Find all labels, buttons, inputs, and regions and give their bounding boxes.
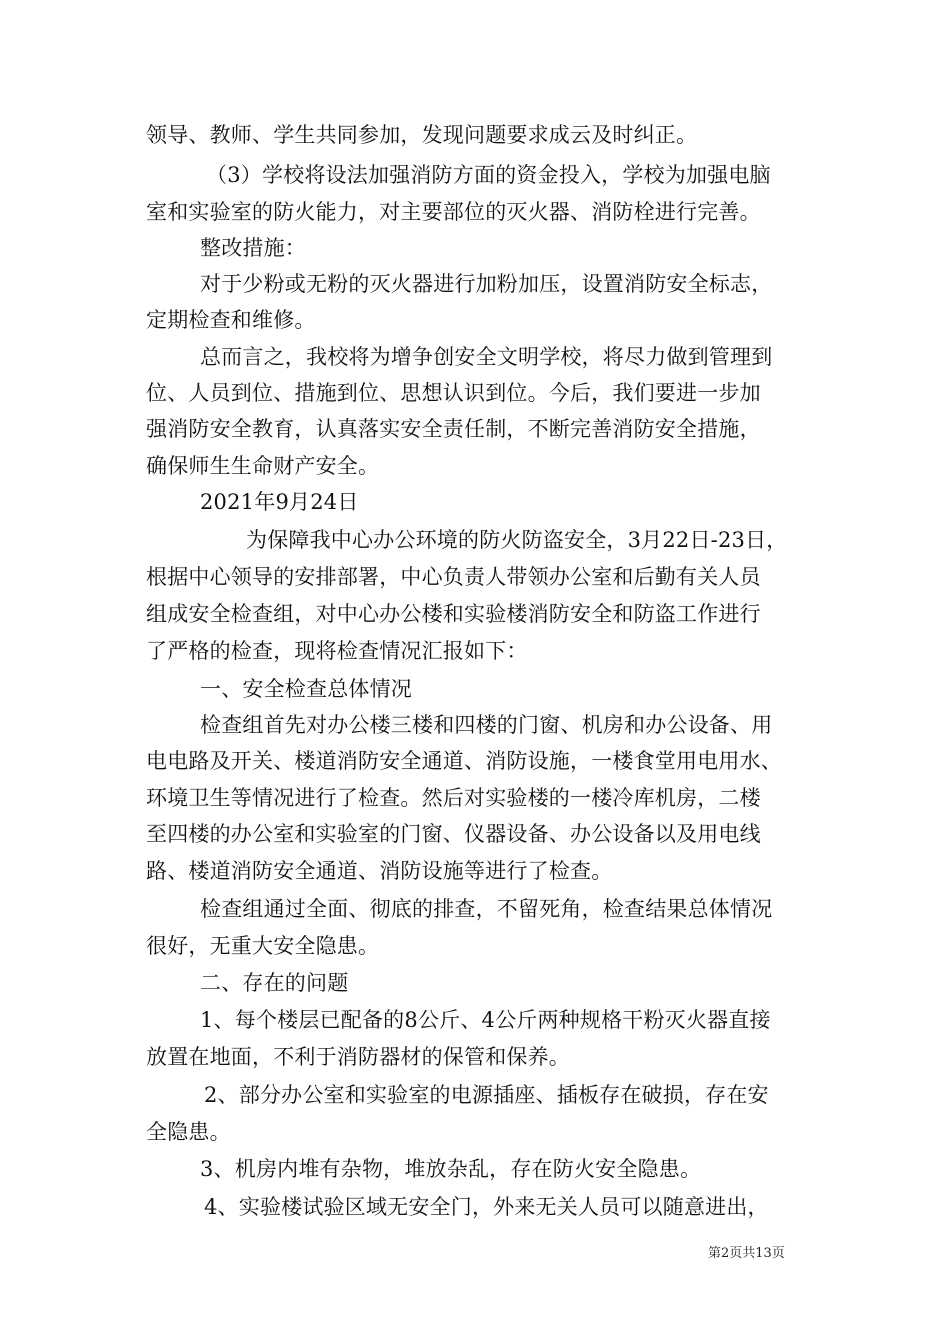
page-number-footer: 第2页共13页 [708, 1246, 785, 1261]
paragraph-line: 3、机房内堆有杂物，堆放杂乱，存在防火安全隐患。 [200, 1157, 702, 1181]
paragraph-line: 至四楼的办公室和实验室的门窗、仪器设备、办公设备以及用电线 [146, 822, 761, 846]
paragraph-line: 很好，无重大安全隐患。 [146, 934, 380, 958]
date-line: 2021年9月24日 [200, 490, 359, 514]
section-heading: 整改措施： [200, 236, 306, 260]
section-heading: 二、存在的问题 [200, 971, 349, 995]
paragraph-line: 电电路及开关、楼道消防安全通道、消防设施，一楼食堂用电用水、 [146, 749, 782, 773]
paragraph-line: 位、人员到位、措施到位、思想认识到位。今后，我们要进一步加 [146, 381, 761, 405]
paragraph-line: 组成安全检查组，对中心办公楼和实验楼消防安全和防盗工作进行 [146, 602, 761, 626]
paragraph-line: 定期检查和维修。 [146, 308, 316, 332]
paragraph-line: 确保师生生命财产安全。 [146, 454, 380, 478]
paragraph-line: 了严格的检查，现将检查情况汇报如下： [146, 639, 528, 663]
paragraph-line: 放置在地面，不利于消防器材的保管和保养。 [146, 1045, 570, 1069]
paragraph-line: 环境卫生等情况进行了检查。然后对实验楼的一楼冷库机房，二楼 [146, 786, 761, 810]
paragraph-line: 根据中心领导的安排部署，中心负责人带领办公室和后勤有关人员 [146, 565, 761, 589]
paragraph-line: 为保障我中心办公环境的防火防盗安全，3月22日-23日， [246, 528, 788, 552]
paragraph-line: 检查组通过全面、彻底的排查，不留死角，检查结果总体情况 [200, 897, 773, 921]
paragraph-line: 路、楼道消防安全通道、消防设施等进行了检查。 [146, 859, 613, 883]
section-heading: 一、安全检查总体情况 [200, 677, 412, 701]
paragraph-line: 对于少粉或无粉的灭火器进行加粉加压，设置消防安全标志， [200, 272, 773, 296]
paragraph-line: （3）学校将设法加强消防方面的资金投入，学校为加强电脑 [206, 163, 771, 187]
paragraph-line: 4、实验楼试验区域无安全门，外来无关人员可以随意进出， [204, 1195, 769, 1219]
paragraph-line: 领导、教师、学生共同参加，发现问题要求成云及时纠正。 [146, 123, 698, 147]
paragraph-line: 检查组首先对办公楼三楼和四楼的门窗、机房和办公设备、用 [200, 713, 773, 737]
paragraph-line: 2、部分办公室和实验室的电源插座、插板存在破损，存在安 [204, 1083, 769, 1107]
paragraph-line: 总而言之，我校将为增争创安全文明学校，将尽力做到管理到 [200, 345, 773, 369]
paragraph-line: 1、每个楼层已配备的8公斤、4公斤两种规格干粉灭火器直接 [200, 1008, 771, 1032]
paragraph-line: 室和实验室的防火能力，对主要部位的灭火器、消防栓进行完善。 [146, 200, 761, 224]
paragraph-line: 强消防安全教育，认真落实安全责任制，不断完善消防安全措施， [146, 417, 761, 441]
paragraph-line: 全隐患。 [146, 1120, 231, 1144]
